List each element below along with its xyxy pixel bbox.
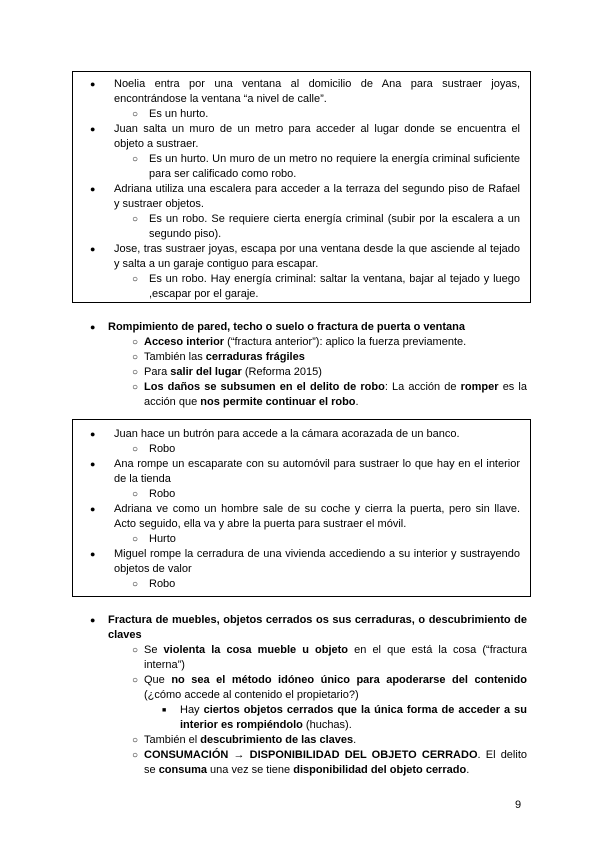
text-line: Robo bbox=[149, 443, 176, 455]
page-number: 9 bbox=[515, 799, 522, 811]
list-item: Los daños se subsumen en el delito de robo: La acción de romper es la bbox=[144, 381, 527, 393]
list-item: También las cerraduras frágiles bbox=[144, 351, 305, 363]
list-item-continued: se consuma una vez se tiene disponibilidad del objeto cerrado. bbox=[144, 764, 470, 776]
text-line: Adriana utiliza una escalera para acceder a la terraza del segundo piso de Rafael bbox=[114, 183, 520, 195]
text-line: Miguel rompe la cerradura de una vivienda accediendo a su interior y sustrayendo bbox=[114, 548, 520, 560]
text-line: Juan salta un muro de un metro para acceder al lugar donde se encuentra el bbox=[114, 123, 520, 135]
text-line: de la tienda bbox=[114, 473, 171, 485]
text-line: encontrándose la ventana “a nivel de calle”. bbox=[114, 93, 327, 105]
text-line: Ana rompe un escaparate con su automóvil para sustraer lo que hay en el interior bbox=[114, 458, 520, 470]
section-heading: Rompimiento de pared, techo o suelo o fractura de puerta o ventana bbox=[108, 321, 465, 333]
list-item: Acceso interior (“fractura anterior”): aplico la fuerza previamente. bbox=[144, 336, 467, 348]
text-line: Es un hurto. bbox=[149, 108, 209, 120]
list-item: Para salir del lugar (Reforma 2015) bbox=[144, 366, 322, 378]
text-line: Es un robo. Hay energía criminal: saltar la ventana, bajar al tejado y luego bbox=[149, 273, 520, 285]
text-line: Adriana ve como un hombre sale de su coche y cierra la puerta, pero sin llave. bbox=[114, 503, 520, 515]
text-line: Robo bbox=[149, 578, 176, 590]
section-heading: Fractura de muebles, objetos cerrados os sus cerraduras, o descubrimiento de bbox=[108, 614, 527, 626]
text-line: Jose, tras sustraer joyas, escapa por una ventana desde la que asciende al tejado bbox=[114, 243, 520, 255]
text-line: objeto a sustraer. bbox=[114, 138, 199, 150]
list-item-continued: interna”) bbox=[144, 659, 185, 671]
text-line: Juan hace un butrón para accede a la cámara acorazada de un banco. bbox=[114, 428, 460, 440]
list-item: Que no sea el método idóneo único para apoderarse del contenido bbox=[144, 674, 527, 686]
sub-list-item-continued: interior es rompiéndolo (huchas). bbox=[180, 719, 352, 731]
list-item-continued: acción que nos permite continuar el robo. bbox=[144, 396, 359, 408]
text-line: objetos de valor bbox=[114, 563, 192, 575]
text-line: y salta a un garaje contiguo para escapar. bbox=[114, 258, 319, 270]
section-heading-continued: claves bbox=[108, 629, 142, 641]
text-line: Noelia entra por una ventana al domicilio de Ana para sustraer joyas, bbox=[114, 78, 520, 90]
text-line: Hurto bbox=[149, 533, 176, 545]
text-line: ,escapar por el garaje. bbox=[149, 288, 259, 300]
text-line: Robo bbox=[149, 488, 176, 500]
text-line: Es un hurto. Un muro de un metro no requiere la energía criminal suficiente bbox=[149, 153, 520, 165]
list-item: También el descubrimiento de las claves. bbox=[144, 734, 357, 746]
list-item: Se violenta la cosa mueble u objeto en el que está la cosa (“fractura bbox=[144, 644, 527, 656]
text-line: segundo piso). bbox=[149, 228, 222, 240]
sub-list-item: Hay ciertos objetos cerrados que la única forma de acceder a su bbox=[180, 704, 528, 716]
text-line: Es un robo. Se requiere cierta energía criminal (subir por la escalera a un bbox=[149, 213, 520, 225]
text-line: y sustraer objetos. bbox=[114, 198, 204, 210]
list-item-continued: (¿cómo accede al contenido el propietario?) bbox=[144, 689, 359, 701]
list-item: CONSUMACIÓN → DISPONIBILIDAD DEL OBJETO CERRADO. El delito bbox=[144, 749, 527, 761]
text-line: Acto seguido, ella va y abre la puerta para sustraer el móvil. bbox=[114, 518, 407, 530]
text-line: para ser calificado como robo. bbox=[149, 168, 297, 180]
